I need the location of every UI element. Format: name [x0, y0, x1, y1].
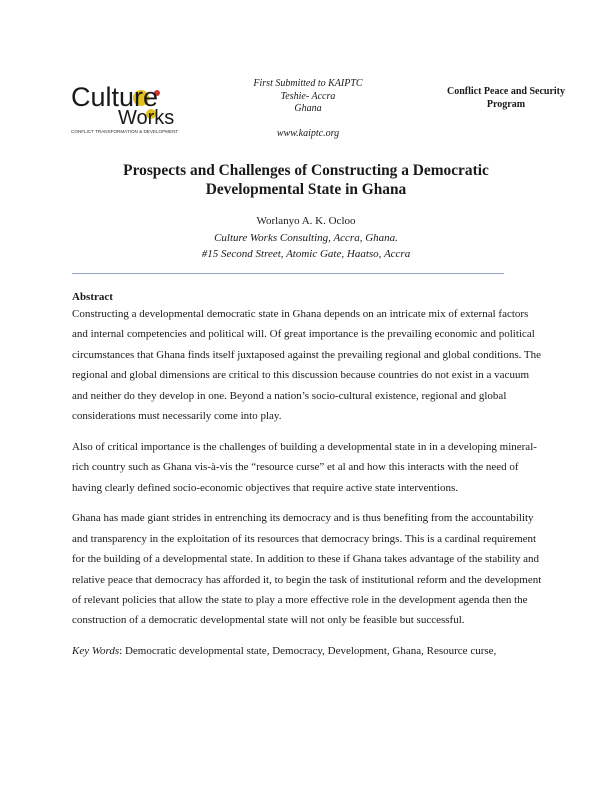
author-name: Worlanyo A. K. Ocloo	[256, 215, 356, 227]
keywords-text: : Democratic developmental state, Democracy, Development, Ghana, Resource curse,	[119, 645, 497, 658]
submission-line1: First Submitted to KAIPTC	[253, 78, 363, 89]
program-line1: Conflict Peace and Security	[446, 86, 566, 97]
author-address: #15 Second Street, Atomic Gate, Haatso, Accra	[201, 248, 411, 260]
author-block	[140, 213, 472, 263]
submission-line3: Ghana	[294, 103, 322, 114]
abstract-paragraph-2: Also of critical importance is the challenges of building a developmental state in in a developing mineral-rich country such as Ghana vis-à-vis the “resource curse” et al and how this interacts with the need of having clearly defined socio-economic objectives that require active state interventions.	[72, 440, 537, 494]
author-affiliation: Culture Works Consulting, Accra, Ghana.	[214, 231, 398, 244]
program-name	[428, 86, 584, 111]
abstract-heading: Abstract	[72, 291, 113, 303]
submission-line2: Teshie- Accra	[280, 90, 336, 102]
submission-url[interactable]: www.kaiptc.org	[276, 127, 340, 139]
title-line2: Developmental State in Ghana	[205, 181, 407, 198]
title-line1: Prospects and Challenges of Constructing a Democratic	[123, 162, 489, 179]
logo-line2: Works	[118, 107, 175, 129]
abstract-section	[72, 290, 542, 672]
logo-graphic	[70, 80, 200, 136]
keywords-label: Key Words	[72, 645, 120, 658]
logo-line1: Culture	[71, 82, 159, 112]
logo-tagline: CONFLICT TRANSFORMATION & DEVELOPMENT	[71, 129, 179, 134]
paper-title	[86, 161, 526, 199]
title-divider	[72, 273, 504, 274]
keywords-line	[72, 641, 542, 661]
program-line2: Program	[486, 98, 526, 110]
culture-works-logo	[70, 80, 200, 136]
abstract-paragraph-1: Constructing a developmental democratic state in Ghana depends on an intricate mix of external factors and internal competencies and political will. Of great importance is the prevailing economic and political circumstances that Ghana finds itself juxtaposed against the prevailing regional and global conditions. The regional and global dimensions are critical to this discussion because countries do not exist in a vacuum and neither do they develop in one. Beyond a nation’s socio-cultural existence, regional and global considerations must necessarily come into play.	[72, 308, 542, 423]
submission-info	[218, 78, 398, 140]
abstract-paragraph-3: Ghana has made giant strides in entrenching its democracy and is thus benefiting from the accountability and transparency in the exploitation of its resources that democracy brings. This is a cardinal requirement for the building of a developmental state. In addition to these if Ghana takes advantage of the stability and relative peace that democracy has afforded it, to begin the task of institutional reform and the development of relevant policies that allow the state to play a more effective role in the development agenda then the construction of a democratic developmental state will not only be feasible but successful.	[72, 512, 542, 627]
